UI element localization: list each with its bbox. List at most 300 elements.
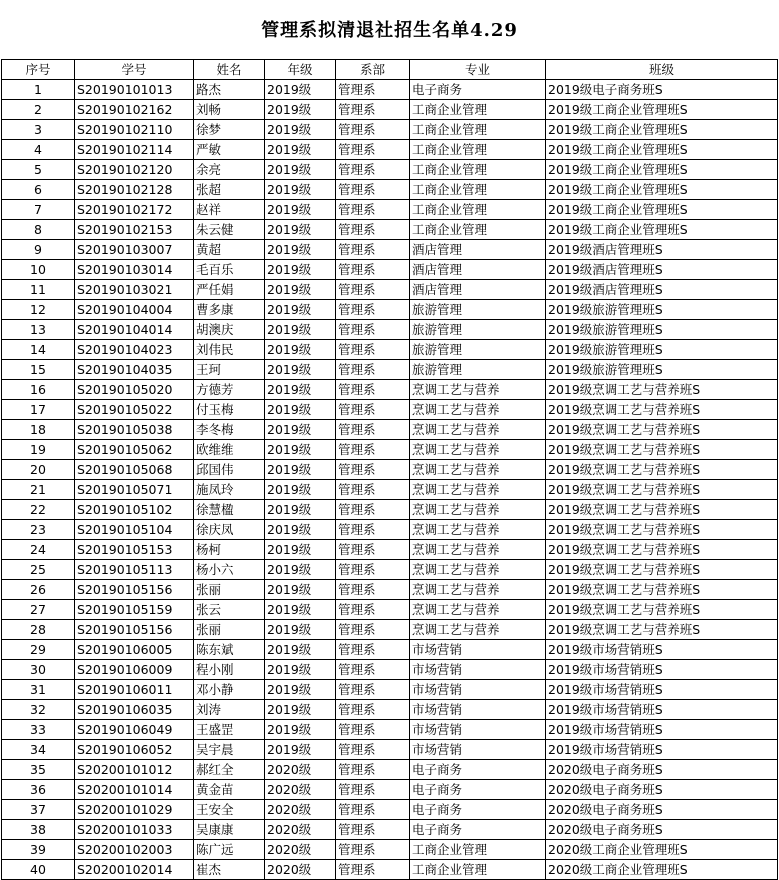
- cell-index: 20: [2, 460, 75, 480]
- cell-student-id: S20190105113: [75, 560, 194, 580]
- cell-major: 烹调工艺与营养: [410, 400, 546, 420]
- cell-name: 严敏: [194, 140, 265, 160]
- cell-major: 工商企业管理: [410, 100, 546, 120]
- cell-major: 酒店管理: [410, 240, 546, 260]
- cell-major: 烹调工艺与营养: [410, 420, 546, 440]
- cell-name: 余亮: [194, 160, 265, 180]
- cell-student-id: S20190101013: [75, 80, 194, 100]
- cell-student-id: S20190102153: [75, 220, 194, 240]
- cell-student-id: S20190102120: [75, 160, 194, 180]
- cell-index: 7: [2, 200, 75, 220]
- cell-name: 施凤玲: [194, 480, 265, 500]
- cell-grade: 2019级: [265, 620, 336, 640]
- cell-major: 酒店管理: [410, 280, 546, 300]
- cell-department: 管理系: [336, 200, 410, 220]
- cell-grade: 2020级: [265, 820, 336, 840]
- table-row: [2, 300, 778, 320]
- cell-name: 陈广远: [194, 840, 265, 860]
- cell-grade: 2019级: [265, 240, 336, 260]
- cell-index: 15: [2, 360, 75, 380]
- cell-index: 27: [2, 600, 75, 620]
- cell-name: 吴宇晨: [194, 740, 265, 760]
- cell-grade: 2019级: [265, 700, 336, 720]
- cell-major: 烹调工艺与营养: [410, 380, 546, 400]
- cell-department: 管理系: [336, 680, 410, 700]
- cell-name: 郝红全: [194, 760, 265, 780]
- cell-name: 陈东斌: [194, 640, 265, 660]
- cell-major: 工商企业管理: [410, 220, 546, 240]
- cell-department: 管理系: [336, 460, 410, 480]
- table-row: [2, 600, 778, 620]
- cell-grade: 2019级: [265, 340, 336, 360]
- cell-student-id: S20190106049: [75, 720, 194, 740]
- cell-name: 王安全: [194, 800, 265, 820]
- cell-department: 管理系: [336, 640, 410, 660]
- cell-name: 刘伟民: [194, 340, 265, 360]
- table-row: [2, 100, 778, 120]
- cell-student-id: S20190105159: [75, 600, 194, 620]
- cell-class: 2019级市场营销班S: [546, 640, 778, 660]
- cell-class: 2019级工商企业管理班S: [546, 180, 778, 200]
- cell-major: 市场营销: [410, 720, 546, 740]
- cell-name: 朱云健: [194, 220, 265, 240]
- cell-index: 37: [2, 800, 75, 820]
- cell-major: 烹调工艺与营养: [410, 540, 546, 560]
- cell-department: 管理系: [336, 540, 410, 560]
- table-row: [2, 420, 778, 440]
- table-row: [2, 180, 778, 200]
- cell-class: 2019级烹调工艺与营养班S: [546, 400, 778, 420]
- cell-major: 工商企业管理: [410, 160, 546, 180]
- cell-grade: 2019级: [265, 460, 336, 480]
- table-row: [2, 220, 778, 240]
- cell-major: 市场营销: [410, 700, 546, 720]
- cell-student-id: S20190104023: [75, 340, 194, 360]
- cell-major: 旅游管理: [410, 340, 546, 360]
- cell-name: 吴康康: [194, 820, 265, 840]
- cell-name: 毛百乐: [194, 260, 265, 280]
- cell-name: 邱国伟: [194, 460, 265, 480]
- cell-grade: 2019级: [265, 400, 336, 420]
- table-row: [2, 540, 778, 560]
- cell-department: 管理系: [336, 280, 410, 300]
- cell-student-id: S20190103021: [75, 280, 194, 300]
- cell-student-id: S20200102014: [75, 860, 194, 880]
- cell-department: 管理系: [336, 620, 410, 640]
- table-row: [2, 120, 778, 140]
- table-row: [2, 460, 778, 480]
- cell-grade: 2019级: [265, 660, 336, 680]
- cell-index: 36: [2, 780, 75, 800]
- cell-major: 烹调工艺与营养: [410, 460, 546, 480]
- cell-department: 管理系: [336, 440, 410, 460]
- cell-name: 赵祥: [194, 200, 265, 220]
- cell-grade: 2019级: [265, 80, 336, 100]
- cell-index: 28: [2, 620, 75, 640]
- cell-department: 管理系: [336, 520, 410, 540]
- student-table: [1, 59, 778, 880]
- cell-department: 管理系: [336, 160, 410, 180]
- cell-student-id: S20200101014: [75, 780, 194, 800]
- cell-major: 烹调工艺与营养: [410, 620, 546, 640]
- cell-index: 1: [2, 80, 75, 100]
- cell-student-id: S20190102114: [75, 140, 194, 160]
- table-row: [2, 320, 778, 340]
- header-student-id: 学号: [75, 60, 194, 80]
- cell-major: 工商企业管理: [410, 840, 546, 860]
- cell-name: 刘涛: [194, 700, 265, 720]
- cell-department: 管理系: [336, 720, 410, 740]
- cell-student-id: S20190106005: [75, 640, 194, 660]
- cell-class: 2019级旅游管理班S: [546, 320, 778, 340]
- cell-grade: 2019级: [265, 600, 336, 620]
- cell-major: 电子商务: [410, 820, 546, 840]
- cell-class: 2020级电子商务班S: [546, 760, 778, 780]
- cell-class: 2019级旅游管理班S: [546, 360, 778, 380]
- cell-index: 21: [2, 480, 75, 500]
- cell-index: 14: [2, 340, 75, 360]
- cell-department: 管理系: [336, 240, 410, 260]
- cell-class: 2019级烹调工艺与营养班S: [546, 600, 778, 620]
- cell-department: 管理系: [336, 300, 410, 320]
- cell-major: 工商企业管理: [410, 140, 546, 160]
- table-row: [2, 800, 778, 820]
- table-row: [2, 840, 778, 860]
- cell-student-id: S20190105156: [75, 580, 194, 600]
- cell-name: 黄超: [194, 240, 265, 260]
- cell-name: 张丽: [194, 620, 265, 640]
- cell-student-id: S20190104035: [75, 360, 194, 380]
- cell-major: 旅游管理: [410, 360, 546, 380]
- table-row: [2, 480, 778, 500]
- cell-student-id: S20190104014: [75, 320, 194, 340]
- cell-index: 11: [2, 280, 75, 300]
- cell-student-id: S20190105156: [75, 620, 194, 640]
- cell-class: 2019级酒店管理班S: [546, 240, 778, 260]
- cell-name: 严任娟: [194, 280, 265, 300]
- cell-department: 管理系: [336, 600, 410, 620]
- cell-major: 烹调工艺与营养: [410, 440, 546, 460]
- cell-major: 电子商务: [410, 780, 546, 800]
- cell-class: 2019级工商企业管理班S: [546, 200, 778, 220]
- cell-student-id: S20190102172: [75, 200, 194, 220]
- cell-grade: 2019级: [265, 580, 336, 600]
- cell-department: 管理系: [336, 180, 410, 200]
- cell-department: 管理系: [336, 140, 410, 160]
- cell-index: 38: [2, 820, 75, 840]
- cell-index: 2: [2, 100, 75, 120]
- cell-index: 30: [2, 660, 75, 680]
- cell-name: 刘畅: [194, 100, 265, 120]
- cell-student-id: S20190105071: [75, 480, 194, 500]
- cell-class: 2019级烹调工艺与营养班S: [546, 500, 778, 520]
- table-row: [2, 660, 778, 680]
- cell-class: 2020级工商企业管理班S: [546, 860, 778, 880]
- cell-major: 工商企业管理: [410, 120, 546, 140]
- page-title: 管理系拟清退社招生名单4.29: [261, 20, 518, 41]
- cell-name: 杨柯: [194, 540, 265, 560]
- cell-class: 2019级烹调工艺与营养班S: [546, 480, 778, 500]
- table-row: [2, 280, 778, 300]
- table-row: [2, 380, 778, 400]
- table-row: [2, 400, 778, 420]
- cell-student-id: S20200101033: [75, 820, 194, 840]
- cell-name: 徐梦: [194, 120, 265, 140]
- cell-name: 张丽: [194, 580, 265, 600]
- cell-student-id: S20190105038: [75, 420, 194, 440]
- cell-index: 35: [2, 760, 75, 780]
- table-row: [2, 860, 778, 880]
- cell-class: 2020级电子商务班S: [546, 800, 778, 820]
- cell-student-id: S20200102003: [75, 840, 194, 860]
- table-row: [2, 160, 778, 180]
- header-index: 序号: [2, 60, 75, 80]
- cell-class: 2019级酒店管理班S: [546, 280, 778, 300]
- cell-major: 烹调工艺与营养: [410, 580, 546, 600]
- cell-department: 管理系: [336, 820, 410, 840]
- cell-index: 26: [2, 580, 75, 600]
- header-class: 班级: [546, 60, 778, 80]
- cell-name: 徐庆凤: [194, 520, 265, 540]
- cell-department: 管理系: [336, 320, 410, 340]
- cell-class: 2019级市场营销班S: [546, 720, 778, 740]
- cell-grade: 2020级: [265, 780, 336, 800]
- cell-major: 酒店管理: [410, 260, 546, 280]
- cell-department: 管理系: [336, 380, 410, 400]
- cell-class: 2019级市场营销班S: [546, 740, 778, 760]
- cell-name: 黄金苗: [194, 780, 265, 800]
- header-grade: 年级: [265, 60, 336, 80]
- cell-student-id: S20190105062: [75, 440, 194, 460]
- cell-index: 34: [2, 740, 75, 760]
- cell-grade: 2019级: [265, 180, 336, 200]
- cell-grade: 2020级: [265, 840, 336, 860]
- cell-index: 17: [2, 400, 75, 420]
- cell-student-id: S20190103014: [75, 260, 194, 280]
- cell-class: 2019级工商企业管理班S: [546, 120, 778, 140]
- cell-student-id: S20190105104: [75, 520, 194, 540]
- cell-major: 市场营销: [410, 640, 546, 660]
- cell-class: 2019级烹调工艺与营养班S: [546, 380, 778, 400]
- cell-index: 3: [2, 120, 75, 140]
- cell-department: 管理系: [336, 220, 410, 240]
- cell-department: 管理系: [336, 700, 410, 720]
- cell-student-id: S20190106009: [75, 660, 194, 680]
- cell-grade: 2019级: [265, 560, 336, 580]
- cell-name: 崔杰: [194, 860, 265, 880]
- cell-student-id: S20190106052: [75, 740, 194, 760]
- cell-major: 旅游管理: [410, 300, 546, 320]
- table-row: [2, 140, 778, 160]
- cell-major: 烹调工艺与营养: [410, 500, 546, 520]
- cell-name: 王珂: [194, 360, 265, 380]
- cell-grade: 2019级: [265, 680, 336, 700]
- table-row: [2, 760, 778, 780]
- cell-name: 付玉梅: [194, 400, 265, 420]
- table-row: [2, 80, 778, 100]
- table-row: [2, 260, 778, 280]
- cell-name: 徐慧楹: [194, 500, 265, 520]
- table-body: [2, 80, 778, 880]
- cell-grade: 2019级: [265, 220, 336, 240]
- cell-index: 9: [2, 240, 75, 260]
- cell-major: 烹调工艺与营养: [410, 560, 546, 580]
- cell-major: 工商企业管理: [410, 180, 546, 200]
- cell-class: 2020级电子商务班S: [546, 820, 778, 840]
- cell-student-id: S20190102110: [75, 120, 194, 140]
- cell-name: 欧维维: [194, 440, 265, 460]
- cell-student-id: S20200101029: [75, 800, 194, 820]
- cell-grade: 2019级: [265, 500, 336, 520]
- cell-grade: 2019级: [265, 540, 336, 560]
- cell-student-id: S20200101012: [75, 760, 194, 780]
- table-row: [2, 620, 778, 640]
- cell-name: 程小刚: [194, 660, 265, 680]
- cell-name: 张超: [194, 180, 265, 200]
- cell-class: 2019级烹调工艺与营养班S: [546, 420, 778, 440]
- cell-major: 工商企业管理: [410, 860, 546, 880]
- cell-grade: 2019级: [265, 420, 336, 440]
- cell-department: 管理系: [336, 800, 410, 820]
- cell-major: 烹调工艺与营养: [410, 600, 546, 620]
- cell-class: 2020级电子商务班S: [546, 780, 778, 800]
- cell-student-id: S20190105022: [75, 400, 194, 420]
- cell-class: 2019级工商企业管理班S: [546, 160, 778, 180]
- cell-class: 2019级烹调工艺与营养班S: [546, 460, 778, 480]
- cell-class: 2019级烹调工艺与营养班S: [546, 560, 778, 580]
- table-row: [2, 580, 778, 600]
- cell-student-id: S20190106011: [75, 680, 194, 700]
- table-row: [2, 560, 778, 580]
- cell-grade: 2019级: [265, 120, 336, 140]
- cell-department: 管理系: [336, 560, 410, 580]
- cell-class: 2019级烹调工艺与营养班S: [546, 440, 778, 460]
- cell-department: 管理系: [336, 780, 410, 800]
- cell-class: 2019级酒店管理班S: [546, 260, 778, 280]
- cell-index: 4: [2, 140, 75, 160]
- cell-grade: 2019级: [265, 360, 336, 380]
- cell-index: 23: [2, 520, 75, 540]
- cell-student-id: S20190105153: [75, 540, 194, 560]
- cell-class: 2019级工商企业管理班S: [546, 100, 778, 120]
- cell-index: 16: [2, 380, 75, 400]
- cell-class: 2019级工商企业管理班S: [546, 140, 778, 160]
- cell-grade: 2019级: [265, 140, 336, 160]
- cell-department: 管理系: [336, 760, 410, 780]
- cell-name: 方德芳: [194, 380, 265, 400]
- cell-index: 10: [2, 260, 75, 280]
- cell-department: 管理系: [336, 840, 410, 860]
- cell-class: 2019级旅游管理班S: [546, 300, 778, 320]
- cell-class: 2019级电子商务班S: [546, 80, 778, 100]
- cell-grade: 2020级: [265, 800, 336, 820]
- cell-major: 电子商务: [410, 800, 546, 820]
- table-row: [2, 340, 778, 360]
- cell-index: 19: [2, 440, 75, 460]
- cell-major: 市场营销: [410, 680, 546, 700]
- cell-class: 2019级烹调工艺与营养班S: [546, 540, 778, 560]
- cell-major: 旅游管理: [410, 320, 546, 340]
- cell-class: 2019级烹调工艺与营养班S: [546, 520, 778, 540]
- cell-index: 13: [2, 320, 75, 340]
- cell-grade: 2019级: [265, 640, 336, 660]
- table-row: [2, 360, 778, 380]
- cell-department: 管理系: [336, 80, 410, 100]
- cell-department: 管理系: [336, 120, 410, 140]
- cell-grade: 2019级: [265, 300, 336, 320]
- cell-grade: 2019级: [265, 480, 336, 500]
- cell-department: 管理系: [336, 740, 410, 760]
- cell-grade: 2019级: [265, 520, 336, 540]
- cell-index: 12: [2, 300, 75, 320]
- cell-name: 邓小静: [194, 680, 265, 700]
- cell-index: 32: [2, 700, 75, 720]
- cell-name: 王盛罡: [194, 720, 265, 740]
- cell-grade: 2020级: [265, 760, 336, 780]
- cell-index: 22: [2, 500, 75, 520]
- table-header-row: [2, 60, 778, 80]
- cell-student-id: S20190106035: [75, 700, 194, 720]
- cell-index: 39: [2, 840, 75, 860]
- cell-index: 5: [2, 160, 75, 180]
- cell-grade: 2019级: [265, 740, 336, 760]
- cell-index: 18: [2, 420, 75, 440]
- cell-grade: 2019级: [265, 380, 336, 400]
- cell-major: 市场营销: [410, 740, 546, 760]
- header-department: 系部: [336, 60, 410, 80]
- cell-grade: 2019级: [265, 200, 336, 220]
- cell-name: 路杰: [194, 80, 265, 100]
- cell-index: 25: [2, 560, 75, 580]
- cell-student-id: S20190105020: [75, 380, 194, 400]
- cell-department: 管理系: [336, 480, 410, 500]
- table-row: [2, 500, 778, 520]
- cell-index: 31: [2, 680, 75, 700]
- cell-name: 张云: [194, 600, 265, 620]
- cell-grade: 2020级: [265, 860, 336, 880]
- cell-department: 管理系: [336, 400, 410, 420]
- header-major: 专业: [410, 60, 546, 80]
- cell-index: 8: [2, 220, 75, 240]
- cell-major: 市场营销: [410, 660, 546, 680]
- cell-class: 2019级工商企业管理班S: [546, 220, 778, 240]
- table-row: [2, 640, 778, 660]
- cell-index: 24: [2, 540, 75, 560]
- cell-index: 6: [2, 180, 75, 200]
- table-row: [2, 200, 778, 220]
- cell-student-id: S20190105102: [75, 500, 194, 520]
- table-row: [2, 820, 778, 840]
- cell-department: 管理系: [336, 360, 410, 380]
- cell-class: 2019级烹调工艺与营养班S: [546, 580, 778, 600]
- cell-department: 管理系: [336, 420, 410, 440]
- cell-major: 电子商务: [410, 80, 546, 100]
- cell-grade: 2019级: [265, 160, 336, 180]
- cell-name: 曹多康: [194, 300, 265, 320]
- cell-student-id: S20190104004: [75, 300, 194, 320]
- cell-student-id: S20190103007: [75, 240, 194, 260]
- cell-grade: 2019级: [265, 440, 336, 460]
- cell-grade: 2019级: [265, 100, 336, 120]
- cell-major: 工商企业管理: [410, 200, 546, 220]
- cell-grade: 2019级: [265, 320, 336, 340]
- cell-major: 电子商务: [410, 760, 546, 780]
- cell-name: 杨小六: [194, 560, 265, 580]
- cell-class: 2019级市场营销班S: [546, 660, 778, 680]
- cell-department: 管理系: [336, 340, 410, 360]
- cell-index: 33: [2, 720, 75, 740]
- cell-department: 管理系: [336, 660, 410, 680]
